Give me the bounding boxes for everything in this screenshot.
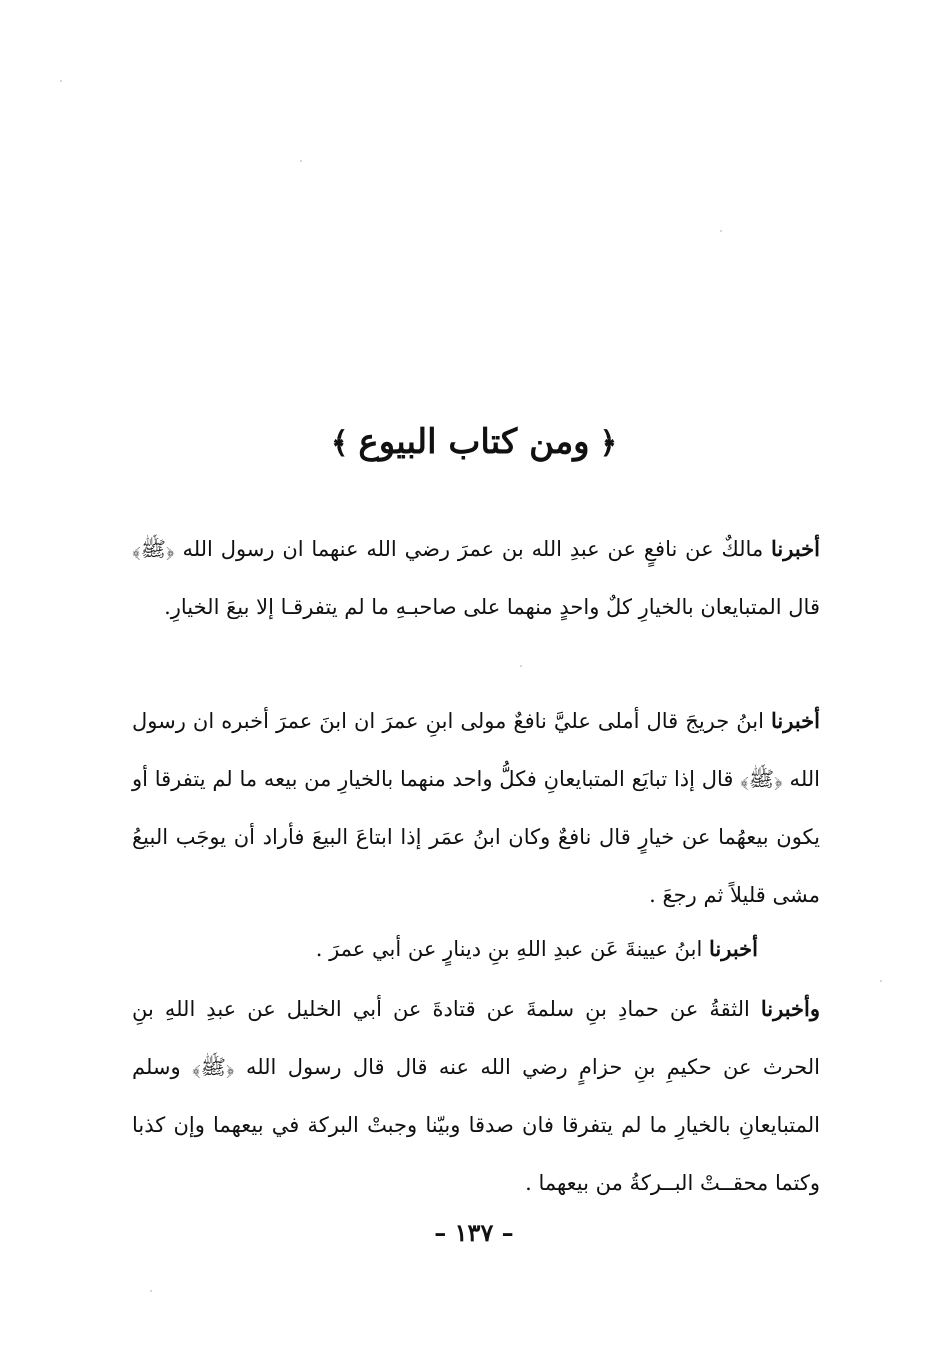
paragraph-text: ابنُ عيينةَ عَن عبدِ اللهِ بنِ دينارٍ عن أبي عمرَ . bbox=[315, 937, 703, 961]
ornament-bracket-left: ﴾ bbox=[330, 426, 349, 461]
paragraph-text: الثقةُ عن حمادِ بنِ سلمةَ عن قتادةَ عن أبي الخليل عن عبدِ اللهِ بنِ الحرث عن حكيمِ بنِ حزامٍ رضي الله عنه قال قال رسول الله ﴿ﷺ﴾ وسلم المتبايعانِ بالخيارِ ما لم يتفرقا فان صدقا وبيّنا وجبتْ البركة في بيعهما وإن كذبا وكتما محقــتْ البــركةُ من بيعهما . bbox=[132, 997, 820, 1195]
hadith-paragraph bbox=[132, 980, 820, 1212]
hadith-paragraph bbox=[132, 520, 820, 636]
chapter-title: ومن كتاب البيوع bbox=[358, 422, 590, 462]
paper-speckle bbox=[150, 1290, 152, 1292]
paper-speckle bbox=[300, 160, 302, 162]
chapter-heading bbox=[0, 412, 948, 474]
hadith-paragraph bbox=[132, 920, 820, 978]
paragraph-lead: أخبرنا bbox=[771, 536, 820, 561]
paragraph-lead: وأخبرنا bbox=[760, 996, 820, 1021]
paragraph-text: مالكٌ عن نافعٍ عن عبدِ الله بن عمرَ رضي الله عنهما ان رسول الله ﴿ﷺ﴾ قال المتبايعان بالخيارِ كلٌ واحدٍ منهما على صاحبـهِ ما لم يتفرقـا إلا بيعَ الخيارِ. bbox=[132, 537, 820, 619]
ornament-bracket-right: ﴿ bbox=[599, 426, 618, 461]
paragraph-text: ابنُ جريجَ قال أملى عليَّ نافعٌ مولى ابنِ عمرَ ان ابنَ عمرَ أخبره ان رسول الله ﴿ﷺ﴾ قال إذا تبايَع المتبايعانِ فكلُّ واحد منهما بالخيارِ من بيعه ما لم يتفرقا أو يكون بيعهُما عن خيارٍ قال نافعٌ وكان ابنُ عمَر إذا ابتاعَ البيعَ فأراد أن يوجَب البيعُ مشى قليلاً ثم رجعَ . bbox=[132, 709, 820, 907]
paragraph-lead: أخبرنا bbox=[771, 708, 820, 733]
paper-speckle bbox=[880, 980, 882, 982]
paper-speckle bbox=[60, 80, 62, 82]
hadith-paragraph bbox=[132, 692, 820, 924]
paragraph-lead: أخبرنا bbox=[709, 936, 758, 961]
page-number: – ١٣٧ – bbox=[434, 1218, 514, 1247]
paper-speckle bbox=[720, 230, 722, 232]
paper-speckle bbox=[520, 665, 522, 667]
